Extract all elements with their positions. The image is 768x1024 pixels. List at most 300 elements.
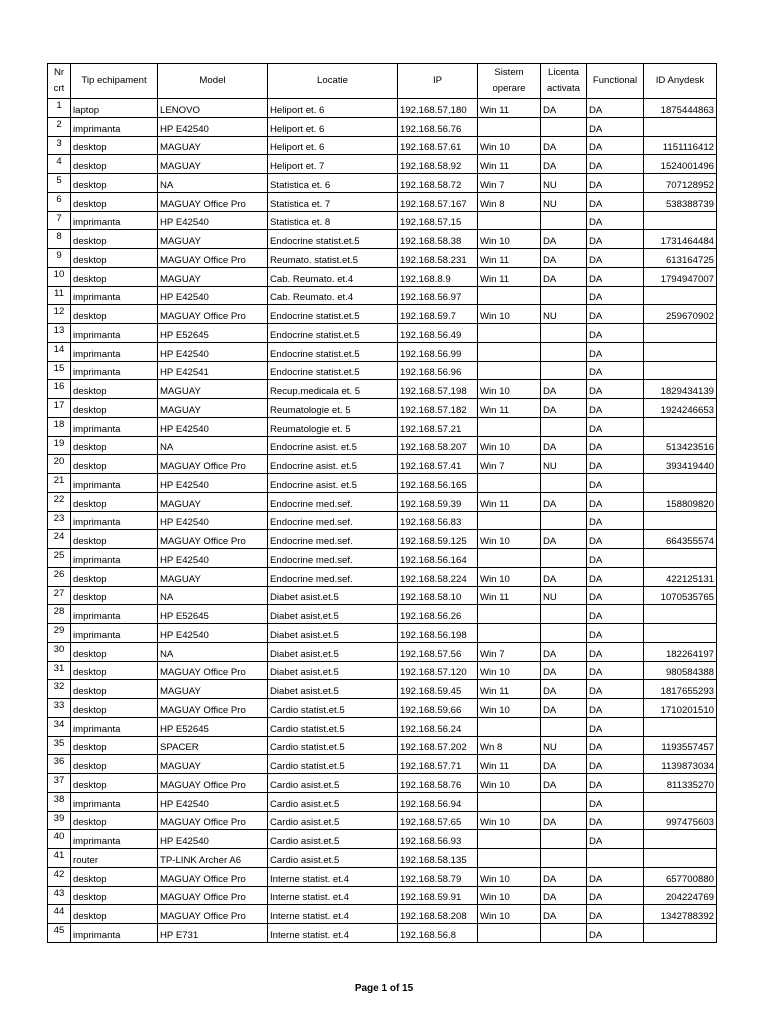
cell-tip: desktop xyxy=(71,174,158,193)
cell-model: HP E42541 xyxy=(158,361,268,380)
cell-functional: DA xyxy=(587,680,644,699)
cell-tip: imprimanta xyxy=(71,830,158,849)
cell-sistem xyxy=(478,324,541,343)
cell-model: HP E52645 xyxy=(158,605,268,624)
header-label: Model xyxy=(199,75,226,86)
table-row xyxy=(48,455,717,474)
cell-tip: desktop xyxy=(71,192,158,211)
cell-licenta: DA xyxy=(541,642,587,661)
cell-nr: 41 xyxy=(48,849,71,868)
header-label: crt xyxy=(53,83,65,94)
cell-licenta xyxy=(541,511,587,530)
cell-functional: DA xyxy=(587,174,644,193)
cell-model: HP E42540 xyxy=(158,624,268,643)
cell-nr: 22 xyxy=(48,492,71,511)
cell-tip: desktop xyxy=(71,399,158,418)
cell-sistem xyxy=(478,549,541,568)
cell-ip: 192.168.58.72 xyxy=(398,174,478,193)
cell-anydesk xyxy=(644,849,717,868)
cell-model: MAGUAY Office Pro xyxy=(158,886,268,905)
cell-tip: imprimanta xyxy=(71,924,158,943)
cell-locatie: Endocrine asist. et.5 xyxy=(268,474,398,493)
cell-model: NA xyxy=(158,174,268,193)
cell-tip: desktop xyxy=(71,530,158,549)
cell-licenta: DA xyxy=(541,811,587,830)
cell-sistem xyxy=(478,417,541,436)
cell-model: HP E731 xyxy=(158,924,268,943)
cell-licenta xyxy=(541,417,587,436)
cell-ip: 192.168.56.165 xyxy=(398,474,478,493)
cell-anydesk: 980584388 xyxy=(644,661,717,680)
cell-ip: 192.168.57.202 xyxy=(398,736,478,755)
cell-ip: 192.168.57.15 xyxy=(398,211,478,230)
cell-functional: DA xyxy=(587,867,644,886)
cell-nr: 10 xyxy=(48,267,71,286)
cell-anydesk: 1731464484 xyxy=(644,230,717,249)
cell-tip: desktop xyxy=(71,661,158,680)
cell-nr: 25 xyxy=(48,549,71,568)
cell-tip: imprimanta xyxy=(71,286,158,305)
cell-functional: DA xyxy=(587,924,644,943)
cell-tip: desktop xyxy=(71,736,158,755)
header-label: Sistem xyxy=(494,67,524,78)
cell-model: NA xyxy=(158,642,268,661)
cell-model: HP E52645 xyxy=(158,324,268,343)
cell-licenta xyxy=(541,286,587,305)
cell-nr: 3 xyxy=(48,136,71,155)
cell-ip: 192.168.56.94 xyxy=(398,792,478,811)
cell-locatie: Statistica et. 7 xyxy=(268,192,398,211)
table-row xyxy=(48,305,717,324)
cell-functional: DA xyxy=(587,511,644,530)
cell-functional: DA xyxy=(587,136,644,155)
header-col-tip-echipament xyxy=(71,64,158,99)
table-row xyxy=(48,867,717,886)
cell-model: MAGUAY xyxy=(158,136,268,155)
cell-locatie: Interne statist. et.4 xyxy=(268,905,398,924)
cell-tip: desktop xyxy=(71,811,158,830)
cell-locatie: Endocrine statist.et.5 xyxy=(268,361,398,380)
cell-model: MAGUAY xyxy=(158,380,268,399)
cell-locatie: Heliport et. 6 xyxy=(268,117,398,136)
cell-ip: 192.168.59.66 xyxy=(398,699,478,718)
table-row xyxy=(48,155,717,174)
cell-tip: imprimanta xyxy=(71,549,158,568)
cell-model: MAGUAY Office Pro xyxy=(158,699,268,718)
cell-sistem: Win 10 xyxy=(478,436,541,455)
cell-tip: desktop xyxy=(71,380,158,399)
cell-locatie: Cab. Reumato. et.4 xyxy=(268,286,398,305)
cell-licenta: DA xyxy=(541,886,587,905)
cell-locatie: Statistica et. 8 xyxy=(268,211,398,230)
cell-nr: 40 xyxy=(48,830,71,849)
cell-ip: 192.168.57.56 xyxy=(398,642,478,661)
cell-anydesk xyxy=(644,605,717,624)
cell-licenta xyxy=(541,474,587,493)
cell-ip: 192.168.57.71 xyxy=(398,755,478,774)
cell-locatie: Reumato. statist.et.5 xyxy=(268,249,398,268)
cell-functional: DA xyxy=(587,436,644,455)
cell-locatie: Diabet asist.et.5 xyxy=(268,605,398,624)
cell-anydesk xyxy=(644,361,717,380)
cell-model: MAGUAY xyxy=(158,567,268,586)
cell-model: NA xyxy=(158,586,268,605)
cell-ip: 192.168.59.39 xyxy=(398,492,478,511)
cell-model: MAGUAY Office Pro xyxy=(158,530,268,549)
cell-anydesk: 1924246653 xyxy=(644,399,717,418)
cell-tip: imprimanta xyxy=(71,792,158,811)
cell-nr: 37 xyxy=(48,774,71,793)
cell-licenta: NU xyxy=(541,455,587,474)
cell-functional: DA xyxy=(587,886,644,905)
cell-model: LENOVO xyxy=(158,99,268,118)
cell-sistem: Win 10 xyxy=(478,886,541,905)
cell-sistem xyxy=(478,792,541,811)
cell-functional: DA xyxy=(587,211,644,230)
table-row xyxy=(48,567,717,586)
cell-tip: imprimanta xyxy=(71,474,158,493)
table-row xyxy=(48,99,717,118)
header-label: IP xyxy=(432,75,443,86)
cell-ip: 192.168.57.65 xyxy=(398,811,478,830)
cell-licenta: NU xyxy=(541,736,587,755)
cell-locatie: Recup.medicala et. 5 xyxy=(268,380,398,399)
cell-nr: 39 xyxy=(48,811,71,830)
table-row xyxy=(48,380,717,399)
cell-model: MAGUAY Office Pro xyxy=(158,661,268,680)
cell-model: HP E42540 xyxy=(158,830,268,849)
cell-anydesk xyxy=(644,549,717,568)
cell-functional: DA xyxy=(587,99,644,118)
cell-model: MAGUAY Office Pro xyxy=(158,867,268,886)
cell-nr: 30 xyxy=(48,642,71,661)
cell-model: HP E52645 xyxy=(158,717,268,736)
cell-anydesk xyxy=(644,286,717,305)
table-row xyxy=(48,830,717,849)
cell-nr: 29 xyxy=(48,624,71,643)
cell-sistem: Win 7 xyxy=(478,455,541,474)
cell-functional: DA xyxy=(587,249,644,268)
cell-anydesk: 1829434139 xyxy=(644,380,717,399)
cell-model: MAGUAY Office Pro xyxy=(158,455,268,474)
cell-ip: 192.168.56.93 xyxy=(398,830,478,849)
cell-nr: 9 xyxy=(48,249,71,268)
cell-locatie: Cardio statist.et.5 xyxy=(268,699,398,718)
cell-licenta: DA xyxy=(541,249,587,268)
cell-licenta: DA xyxy=(541,680,587,699)
cell-sistem xyxy=(478,830,541,849)
cell-sistem: Win 7 xyxy=(478,174,541,193)
cell-functional: DA xyxy=(587,699,644,718)
cell-ip: 192.168.8.9 xyxy=(398,267,478,286)
cell-tip: desktop xyxy=(71,905,158,924)
cell-ip: 192.168.57.182 xyxy=(398,399,478,418)
page-footer: Page 1 of 15 xyxy=(354,983,414,994)
cell-licenta xyxy=(541,342,587,361)
cell-sistem: Win 10 xyxy=(478,305,541,324)
cell-anydesk xyxy=(644,417,717,436)
cell-sistem: Win 10 xyxy=(478,230,541,249)
cell-sistem: Win 10 xyxy=(478,699,541,718)
cell-functional: DA xyxy=(587,830,644,849)
cell-sistem: Win 10 xyxy=(478,136,541,155)
cell-licenta xyxy=(541,830,587,849)
table-row xyxy=(48,267,717,286)
cell-sistem: Win 10 xyxy=(478,811,541,830)
cell-locatie: Cardio statist.et.5 xyxy=(268,717,398,736)
cell-sistem: Wn 8 xyxy=(478,736,541,755)
table-body xyxy=(48,99,717,943)
cell-tip: desktop xyxy=(71,155,158,174)
cell-anydesk: 664355574 xyxy=(644,530,717,549)
cell-functional: DA xyxy=(587,267,644,286)
cell-anydesk: 811335270 xyxy=(644,774,717,793)
cell-functional: DA xyxy=(587,117,644,136)
cell-functional: DA xyxy=(587,192,644,211)
cell-locatie: Reumatologie et. 5 xyxy=(268,417,398,436)
table-row xyxy=(48,174,717,193)
cell-tip: desktop xyxy=(71,267,158,286)
cell-sistem xyxy=(478,286,541,305)
table-row xyxy=(48,774,717,793)
cell-licenta: DA xyxy=(541,380,587,399)
cell-model: HP E42540 xyxy=(158,549,268,568)
header-col-model xyxy=(158,64,268,99)
cell-anydesk xyxy=(644,624,717,643)
cell-functional: DA xyxy=(587,492,644,511)
cell-model: HP E42540 xyxy=(158,417,268,436)
cell-functional: DA xyxy=(587,286,644,305)
cell-nr: 24 xyxy=(48,530,71,549)
cell-ip: 192.168.57.198 xyxy=(398,380,478,399)
cell-sistem: Win 10 xyxy=(478,905,541,924)
cell-model: MAGUAY Office Pro xyxy=(158,811,268,830)
cell-functional: DA xyxy=(587,624,644,643)
cell-sistem: Win 11 xyxy=(478,755,541,774)
header-col-locatie xyxy=(268,64,398,99)
cell-functional: DA xyxy=(587,774,644,793)
cell-licenta xyxy=(541,717,587,736)
cell-licenta: DA xyxy=(541,99,587,118)
cell-functional: DA xyxy=(587,474,644,493)
table-row xyxy=(48,586,717,605)
cell-model: MAGUAY Office Pro xyxy=(158,774,268,793)
cell-anydesk: 259670902 xyxy=(644,305,717,324)
cell-ip: 192.168.56.24 xyxy=(398,717,478,736)
cell-sistem: Win 11 xyxy=(478,586,541,605)
cell-nr: 38 xyxy=(48,792,71,811)
cell-nr: 12 xyxy=(48,305,71,324)
table-row xyxy=(48,417,717,436)
cell-functional: DA xyxy=(587,736,644,755)
cell-nr: 45 xyxy=(48,924,71,943)
cell-locatie: Interne statist. et.4 xyxy=(268,867,398,886)
cell-locatie: Diabet asist.et.5 xyxy=(268,586,398,605)
cell-sistem: Win 11 xyxy=(478,680,541,699)
cell-anydesk: 182264197 xyxy=(644,642,717,661)
header-label: operare xyxy=(492,83,526,94)
table-row xyxy=(48,511,717,530)
header-col-sistem-operare xyxy=(478,64,541,99)
cell-ip: 192.168.57.180 xyxy=(398,99,478,118)
cell-ip: 192.168.57.120 xyxy=(398,661,478,680)
cell-nr: 33 xyxy=(48,699,71,718)
cell-model: MAGUAY xyxy=(158,492,268,511)
cell-locatie: Cardio asist.et.5 xyxy=(268,849,398,868)
cell-anydesk xyxy=(644,924,717,943)
cell-nr: 7 xyxy=(48,211,71,230)
cell-licenta xyxy=(541,361,587,380)
cell-locatie: Endocrine med.sef. xyxy=(268,530,398,549)
cell-nr: 42 xyxy=(48,867,71,886)
table-row xyxy=(48,117,717,136)
table-row xyxy=(48,436,717,455)
cell-functional: DA xyxy=(587,905,644,924)
cell-sistem: Win 11 xyxy=(478,492,541,511)
cell-tip: desktop xyxy=(71,755,158,774)
header-col-licenta-activata xyxy=(541,64,587,99)
cell-sistem: Win 10 xyxy=(478,380,541,399)
cell-licenta: DA xyxy=(541,905,587,924)
cell-locatie: Cardio asist.et.5 xyxy=(268,792,398,811)
cell-anydesk: 1710201510 xyxy=(644,699,717,718)
cell-functional: DA xyxy=(587,755,644,774)
cell-tip: imprimanta xyxy=(71,324,158,343)
cell-nr: 34 xyxy=(48,717,71,736)
cell-ip: 192.168.56.8 xyxy=(398,924,478,943)
cell-nr: 4 xyxy=(48,155,71,174)
cell-locatie: Reumatologie et. 5 xyxy=(268,399,398,418)
cell-ip: 192.168.56.164 xyxy=(398,549,478,568)
cell-model: NA xyxy=(158,436,268,455)
cell-anydesk: 513423516 xyxy=(644,436,717,455)
cell-ip: 192.168.56.96 xyxy=(398,361,478,380)
cell-anydesk: 204224769 xyxy=(644,886,717,905)
cell-nr: 11 xyxy=(48,286,71,305)
cell-sistem: Win 8 xyxy=(478,192,541,211)
cell-model: MAGUAY xyxy=(158,755,268,774)
table-header xyxy=(48,64,717,99)
cell-tip: imprimanta xyxy=(71,511,158,530)
cell-ip: 192.168.56.83 xyxy=(398,511,478,530)
cell-anydesk: 538388739 xyxy=(644,192,717,211)
cell-locatie: Diabet asist.et.5 xyxy=(268,624,398,643)
cell-tip: desktop xyxy=(71,680,158,699)
cell-model: MAGUAY xyxy=(158,680,268,699)
cell-locatie: Endocrine med.sef. xyxy=(268,549,398,568)
cell-tip: desktop xyxy=(71,136,158,155)
cell-licenta: NU xyxy=(541,305,587,324)
cell-tip: desktop xyxy=(71,230,158,249)
cell-locatie: Endocrine asist. et.5 xyxy=(268,455,398,474)
cell-model: HP E42540 xyxy=(158,792,268,811)
cell-anydesk: 1193557457 xyxy=(644,736,717,755)
table-row xyxy=(48,492,717,511)
cell-model: MAGUAY Office Pro xyxy=(158,305,268,324)
cell-ip: 192.168.56.49 xyxy=(398,324,478,343)
cell-locatie: Statistica et. 6 xyxy=(268,174,398,193)
cell-locatie: Diabet asist.et.5 xyxy=(268,661,398,680)
cell-nr: 43 xyxy=(48,886,71,905)
cell-locatie: Diabet asist.et.5 xyxy=(268,680,398,699)
cell-sistem: Win 10 xyxy=(478,774,541,793)
cell-licenta: DA xyxy=(541,755,587,774)
cell-locatie: Cardio asist.et.5 xyxy=(268,774,398,793)
cell-ip: 192.168.57.61 xyxy=(398,136,478,155)
cell-locatie: Cardio asist.et.5 xyxy=(268,811,398,830)
cell-functional: DA xyxy=(587,661,644,680)
table-row xyxy=(48,699,717,718)
cell-tip: laptop xyxy=(71,99,158,118)
cell-sistem: Win 11 xyxy=(478,267,541,286)
cell-tip: desktop xyxy=(71,305,158,324)
cell-ip: 192.168.58.231 xyxy=(398,249,478,268)
table-row xyxy=(48,530,717,549)
cell-licenta: NU xyxy=(541,586,587,605)
cell-anydesk: 613164725 xyxy=(644,249,717,268)
cell-nr: 18 xyxy=(48,417,71,436)
cell-functional: DA xyxy=(587,586,644,605)
cell-nr: 20 xyxy=(48,455,71,474)
cell-licenta: DA xyxy=(541,136,587,155)
header-label: Tip echipament xyxy=(81,75,147,86)
cell-locatie: Cardio asist.et.5 xyxy=(268,830,398,849)
cell-anydesk: 1342788392 xyxy=(644,905,717,924)
cell-nr: 26 xyxy=(48,567,71,586)
cell-nr: 23 xyxy=(48,511,71,530)
cell-tip: imprimanta xyxy=(71,624,158,643)
cell-sistem xyxy=(478,474,541,493)
table-row xyxy=(48,717,717,736)
table-row xyxy=(48,211,717,230)
cell-nr: 28 xyxy=(48,605,71,624)
cell-model: MAGUAY xyxy=(158,155,268,174)
table-row xyxy=(48,792,717,811)
cell-nr: 31 xyxy=(48,661,71,680)
cell-ip: 192.168.57.167 xyxy=(398,192,478,211)
cell-model: SPACER xyxy=(158,736,268,755)
table-row xyxy=(48,886,717,905)
cell-tip: desktop xyxy=(71,455,158,474)
cell-tip: desktop xyxy=(71,699,158,718)
cell-sistem: Win 10 xyxy=(478,661,541,680)
table-row xyxy=(48,905,717,924)
cell-tip: desktop xyxy=(71,774,158,793)
header-col-functional xyxy=(587,64,644,99)
cell-licenta: NU xyxy=(541,192,587,211)
cell-functional: DA xyxy=(587,792,644,811)
cell-anydesk xyxy=(644,792,717,811)
header-col-ip xyxy=(398,64,478,99)
cell-functional: DA xyxy=(587,642,644,661)
cell-sistem xyxy=(478,361,541,380)
cell-tip: desktop xyxy=(71,436,158,455)
inventory-table-container xyxy=(47,63,717,943)
cell-anydesk xyxy=(644,717,717,736)
cell-sistem xyxy=(478,605,541,624)
table-row xyxy=(48,324,717,343)
cell-functional: DA xyxy=(587,155,644,174)
cell-ip: 192.168.58.76 xyxy=(398,774,478,793)
cell-functional: DA xyxy=(587,567,644,586)
cell-licenta: DA xyxy=(541,774,587,793)
cell-anydesk: 1524001496 xyxy=(644,155,717,174)
cell-nr: 19 xyxy=(48,436,71,455)
cell-nr: 14 xyxy=(48,342,71,361)
cell-model: MAGUAY xyxy=(158,230,268,249)
cell-anydesk xyxy=(644,117,717,136)
cell-nr: 5 xyxy=(48,174,71,193)
